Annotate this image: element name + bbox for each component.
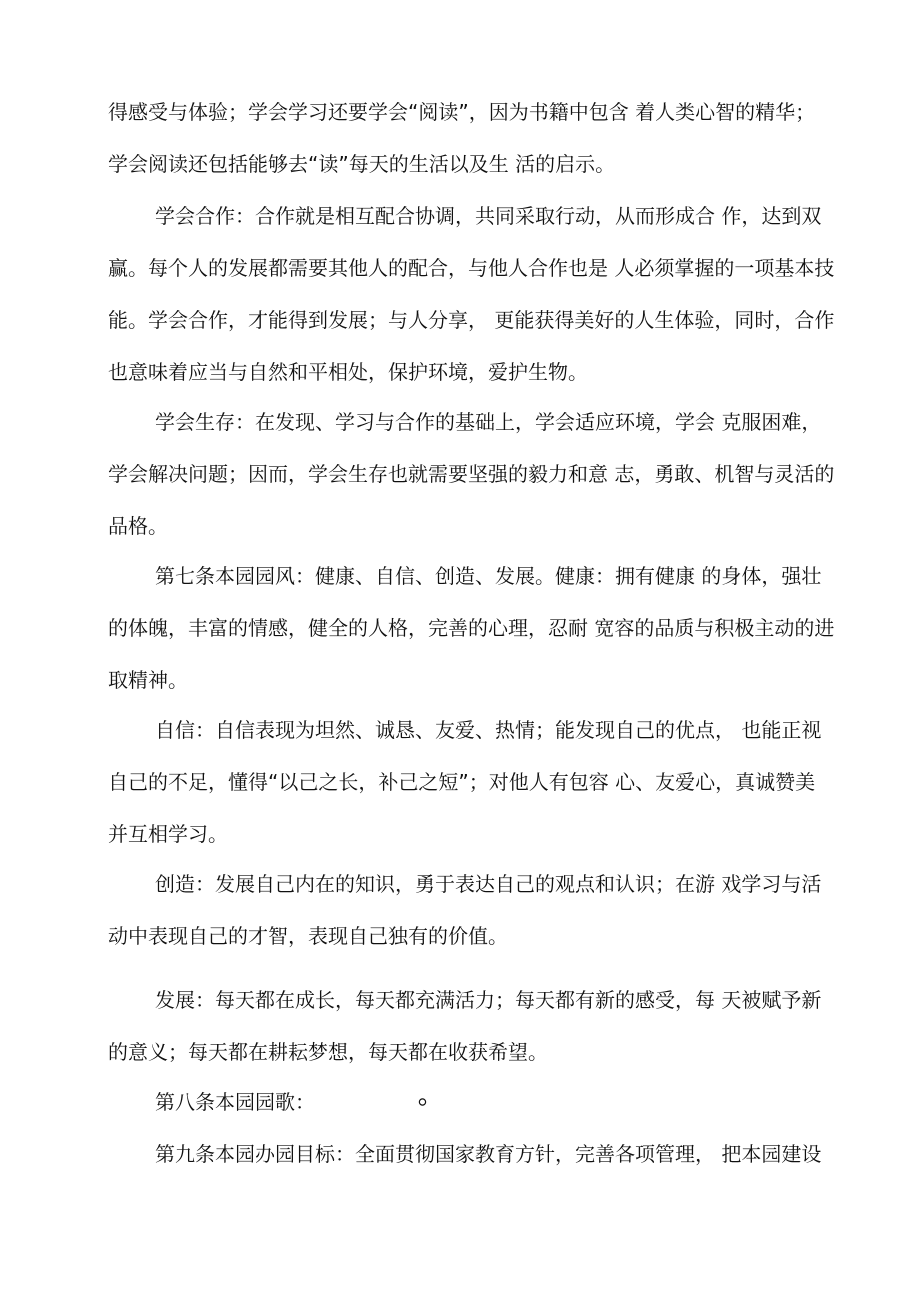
- text-line: 学会生存：在发现、学习与合作的基础上，学会适应环境，学会 克服困难，: [155, 410, 822, 434]
- text-line: 自信：自信表现为坦然、诚恳、友爱、热情；能发现自己的优点， 也能正视: [155, 718, 822, 742]
- text-line: 取精神。: [108, 668, 188, 692]
- paragraph-creativity: [108, 858, 822, 962]
- text-line: 第九条本园办园目标：全面贯彻国家教育方针，完善各项管理， 把本园建设: [155, 1142, 822, 1166]
- text-line: 自己的不足，懂得“以己之长，补己之短”；对他人有包容 心、友爱心，真诚赞美: [108, 770, 816, 794]
- text-line: 第七条本园园风：健康、自信、创造、发展。健康：拥有健康 的身体，强壮: [155, 564, 822, 588]
- paragraph-article-7-school-spirit: [108, 550, 835, 706]
- text-line: 第八条本园园歌： ⸰: [155, 1090, 429, 1114]
- paragraph-learning-reading: [108, 86, 814, 190]
- text-line: 的体魄，丰富的情感，健全的人格，完善的心理，忍耐 宽容的品质与积极主动的进: [108, 616, 835, 640]
- text-line: 也意味着应当与自然和平相处，保护环境，爱护生物。: [108, 360, 588, 384]
- text-line: 品格。: [108, 514, 168, 538]
- paragraph-learning-survival: [108, 396, 835, 552]
- text-line: 学会合作：合作就是相互配合协调，共同采取行动，从而形成合 作，达到双: [155, 204, 822, 228]
- paragraph-article-8-school-song: [108, 1076, 814, 1128]
- text-line: 学会解决问题；因而，学会生存也就需要坚强的毅力和意 志，勇敢、机智与灵活的: [108, 462, 835, 486]
- text-line: 学会阅读还包括能够去“读”每天的生活以及生 活的启示。: [108, 152, 616, 176]
- text-line: 得感受与体验；学会学习还要学会“阅读”，因为书籍中包含 着人类心智的精华；: [108, 100, 816, 124]
- text-line: 的意义；每天都在耕耘梦想，每天都在收获希望。: [108, 1040, 548, 1064]
- text-line: 发展：每天都在成长，每天都充满活力；每天都有新的感受，每 天被赋予新: [155, 988, 822, 1012]
- paragraph-learning-cooperation: [108, 190, 835, 398]
- paragraph-article-9-school-goal: [108, 1128, 822, 1180]
- text-line: 动中表现自己的才智，表现自己独有的价值。: [108, 924, 508, 948]
- paragraph-development: [108, 974, 822, 1078]
- text-line: 赢。每个人的发展都需要其他人的配合，与他人合作也是 人必须掌握的一项基本技: [108, 256, 835, 280]
- paragraph-confidence: [108, 704, 822, 860]
- text-line: 并互相学习。: [108, 822, 228, 846]
- text-line: 能。学会合作，才能得到发展；与人分享， 更能获得美好的人生体验，同时，合作: [108, 308, 835, 332]
- text-line: 创造：发展自己内在的知识，勇于表达自己的观点和认识；在游 戏学习与活: [155, 872, 822, 896]
